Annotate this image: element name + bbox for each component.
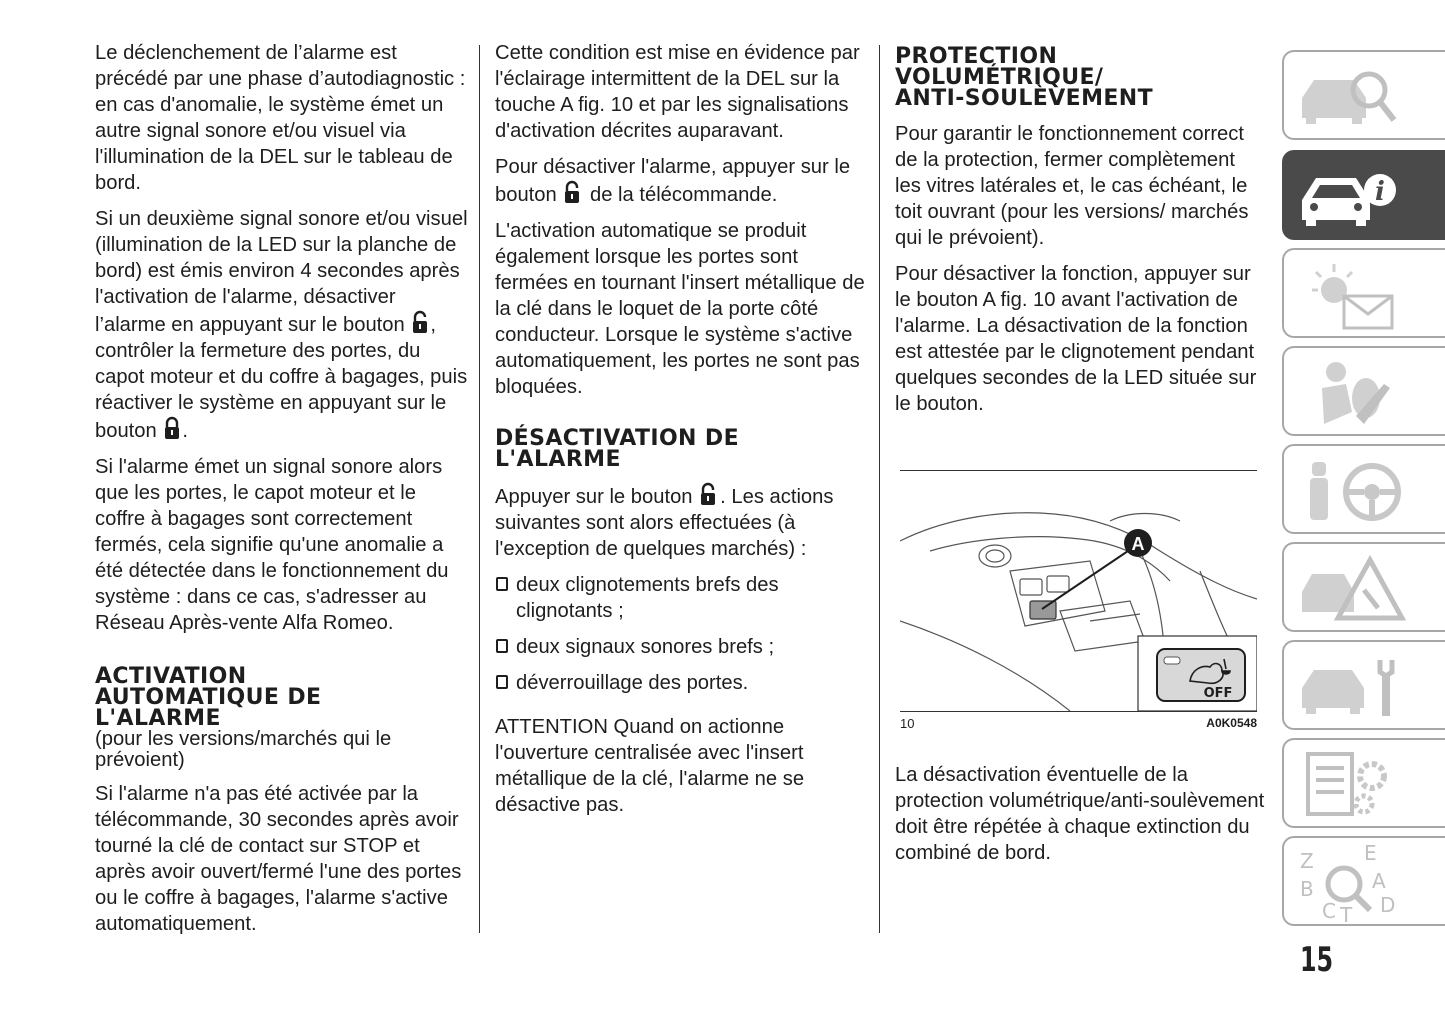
paragraph-automatic: L'activation automatique se produit également lorsque les portes sont fermées en tournant l'insert métallique de la clé dans le loquet de la porte côté conducteur. Lorsque le système s'active automatiquement, les portes ne sont pas bloquées. (495, 220, 865, 398)
svg-text:i: i (1375, 177, 1385, 207)
paragraph-disable-function: Pour désactiver la fonction, appuyer sur le bouton A fig. 10 avant l'activation de l'alarme. La désactivation de la fonction est attestée par le clignotement pendant quelques secondes de la LED située sur le bouton. (895, 263, 1257, 415)
column-divider (879, 45, 880, 933)
paragraph-autodiagnostic: Le déclenchement de l’alarme est précédé par une phase d’autodiagnostic : en cas d'anomalie, le système émet un autre signal sonore et/ou visuel via l'illumination de la DEL sur le tableau de bord. (95, 42, 466, 194)
key-steering-icon (1294, 452, 1414, 532)
figure-caption (900, 716, 1257, 731)
airbag-icon (1294, 354, 1414, 434)
tab-starting-driving[interactable] (1282, 444, 1445, 534)
padlock-icon (164, 416, 180, 440)
paragraph-repeat: La désactivation éventuelle de la protection volumétrique/anti-soulèvement doit être répétée à chaque extinction du combiné de bord. (895, 764, 1265, 864)
padlock-open-icon (700, 482, 718, 506)
svg-text:A: A (1372, 869, 1386, 893)
svg-text:C: C (1322, 899, 1336, 923)
paragraph-condition: Cette condition est mise en évidence par l'éclairage intermittent de la DEL sur la touche A fig. 10 et par les signalisations d'activation décrites auparavant. (495, 42, 860, 142)
tab-safety[interactable] (1282, 346, 1445, 436)
light-envelope-icon (1294, 256, 1414, 336)
paragraph-press-button: Appuyer sur le bouton . Les actions suivantes sont alors effectuées (à l'exception de quelques marchés) : (495, 482, 867, 562)
tab-lights-messages[interactable] (1282, 248, 1445, 338)
paragraph-auto-activation: Si l'alarme n'a pas été activée par la télécommande, 30 secondes après avoir tourné la clé de contact sur STOP et après avoir ouvert/fermé l'une des portes ou le coffre à bagages, l'alarme s'active automatiquement. (95, 783, 462, 935)
heading-protection: PROTECTION VOLUMÉTRIQUE/ ANTI-SOULÈVEMENT (895, 44, 1154, 111)
tab-maintenance[interactable] (1282, 640, 1445, 730)
tab-technical-data[interactable] (1282, 738, 1445, 828)
svg-text:T: T (1340, 903, 1353, 924)
car-warning-triangle-icon (1294, 550, 1414, 630)
paragraph-guarantee: Pour garantir le fonctionnement correct de la protection, fermer complètement les vitres latérales et, le cas échéant, le toit ouvrant (pour les versions/ marchés qui le prévoient). (895, 123, 1249, 249)
action-list (495, 572, 867, 696)
column-2 (495, 40, 867, 828)
heading-desactivation: DÉSACTIVATION DE L'ALARME (495, 426, 740, 472)
tab-knowing-car[interactable] (1282, 50, 1445, 140)
car-info-icon (1294, 158, 1414, 238)
column-divider (479, 45, 480, 933)
off-label: OFF (1203, 686, 1233, 701)
padlock-open-icon (564, 180, 582, 204)
svg-text:Z: Z (1300, 849, 1314, 873)
figure-code: A0K0548 (1206, 716, 1257, 730)
paragraph-deactivate: Pour désactiver l'alarme, appuyer sur le bouton de la télécommande. (495, 156, 851, 206)
list-item: déverrouillage des portes. (495, 670, 867, 696)
svg-text:B: B (1300, 877, 1314, 901)
attention-note: ATTENTION Quand on actionne l'ouverture centralisée avec l'insert métallique de la clé, l'alarme ne se désactive pas. (495, 716, 805, 816)
figure-number: 10 (900, 716, 915, 731)
list-item: deux clignotements brefs des clignotants ; (495, 572, 867, 624)
callout-label: A (1131, 534, 1145, 554)
padlock-icon (412, 310, 428, 334)
paragraph-second-signal: Si un deuxième signal sonore et/ou visuel (illumination de la LED sur la planche de bord) est émis environ 4 secondes après l'activation de l'alarme, désactiver l’alarme en appuyant sur le bouton , contrôler la fermeture des portes, du capot moteur et du coffre à bagages, puis réactiver le système en appuyant sur le bouton . (95, 208, 468, 442)
page-number: 15 (1300, 940, 1334, 980)
tab-dashboard-info[interactable] (1282, 150, 1445, 240)
car-wrench-icon (1294, 648, 1414, 728)
tab-emergency[interactable] (1282, 542, 1445, 632)
heading-subtitle: (pour les versions/marchés qui le prévoient) (95, 728, 392, 771)
document-gear-icon (1294, 746, 1414, 826)
figure-10 (900, 470, 1257, 731)
column-1 (95, 40, 470, 947)
heading-activation-automatique: ACTIVATION AUTOMATIQUE DE L'ALARME (95, 664, 322, 731)
tab-index[interactable] (1282, 836, 1445, 926)
svg-text:E: E (1364, 844, 1377, 865)
overhead-console-illustration (900, 481, 1257, 711)
car-magnifier-icon (1294, 58, 1414, 138)
alphabet-index-icon (1294, 844, 1414, 924)
paragraph-anomaly: Si l'alarme émet un signal sonore alors que les portes, le capot moteur et le coffre à bagages sont correctement fermés, cela signifie qu'une anomalie a été détectée dans le fonctionnement du système : dans ce cas, s'adresser au Réseau Après-vente Alfa Romeo. (95, 456, 449, 634)
svg-text:D: D (1380, 893, 1396, 917)
list-item: deux signaux sonores brefs ; (495, 634, 867, 660)
